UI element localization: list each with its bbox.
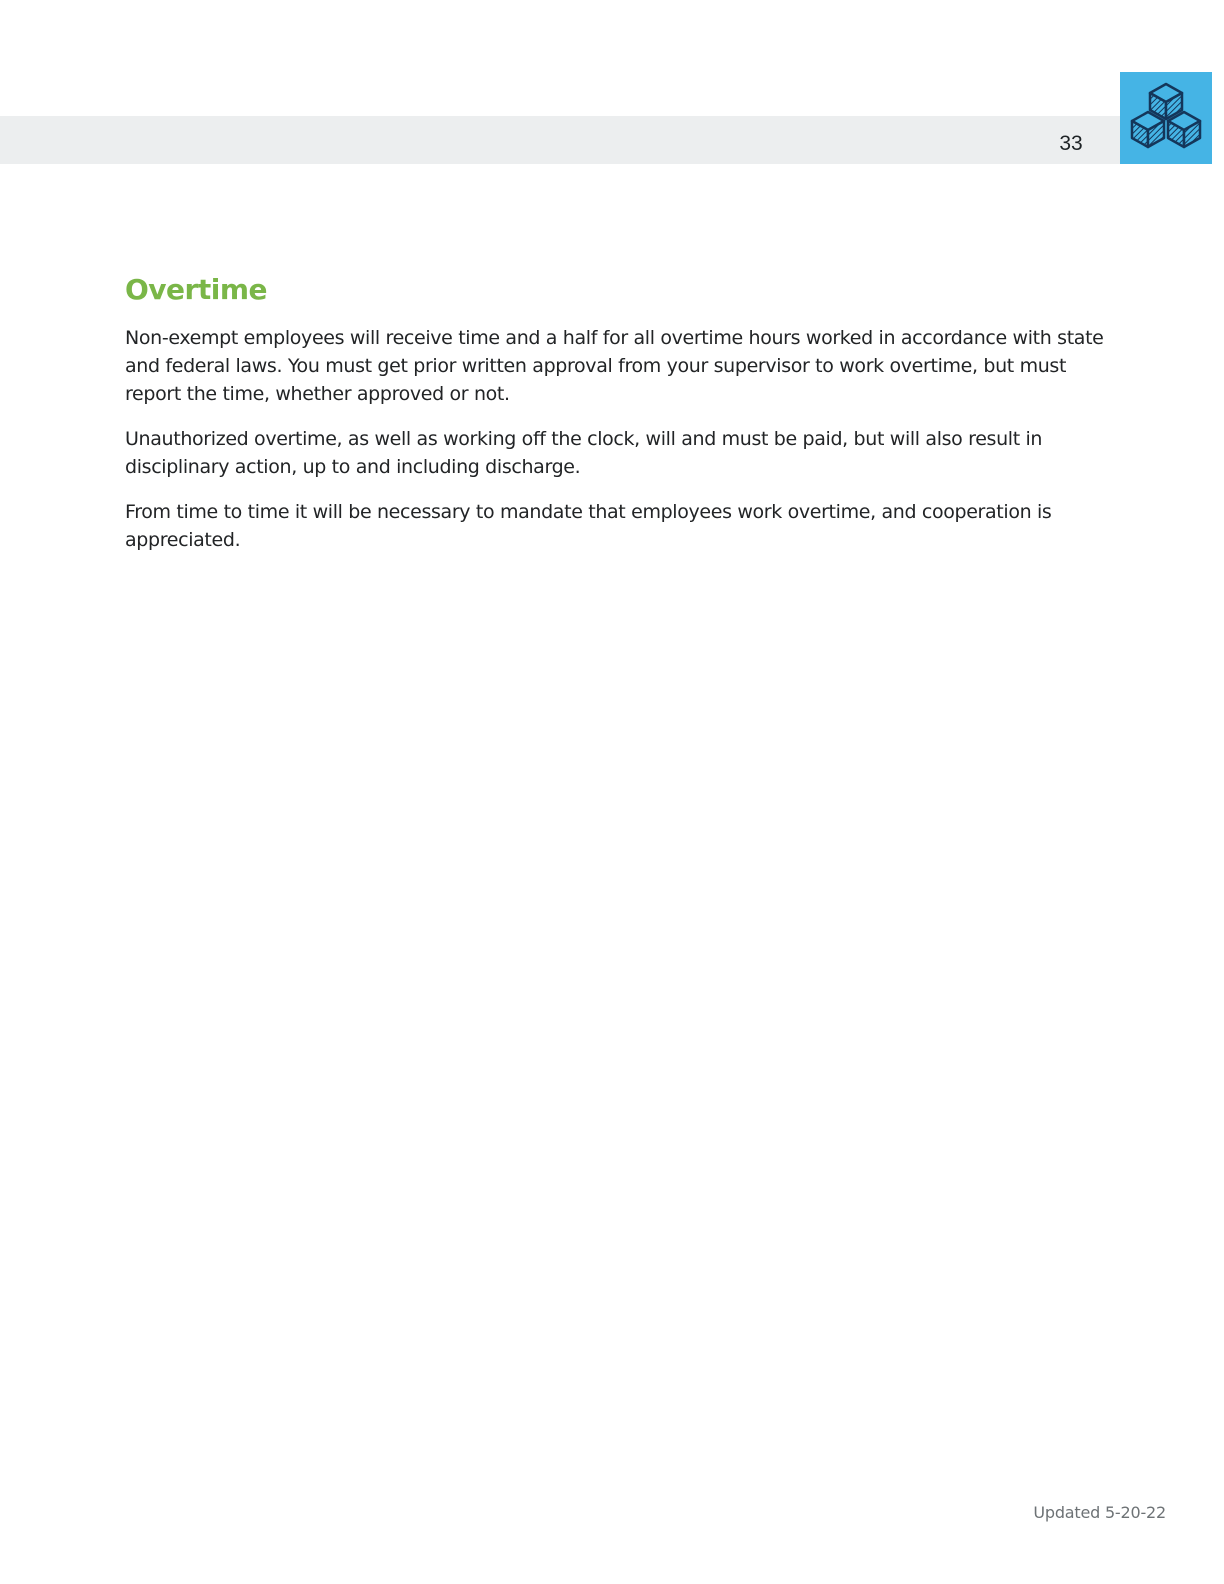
page-number: 33 <box>1059 132 1083 155</box>
updated-date: Updated 5-20-22 <box>1033 1503 1166 1522</box>
paragraph-3: From time to time it will be necessary to mandate that employees work overtime, and cooperation is appreciated. <box>125 501 1052 551</box>
paragraph-2: Unauthorized overtime, as well as working off the clock, will and must be paid, but will also result in disciplinary action, up to and including discharge. <box>125 428 1043 478</box>
header-band <box>0 116 1120 164</box>
paragraph-1: Non-exempt employees will receive time and a half for all overtime hours worked in accordance with state and federal laws. You must get prior written approval from your supervisor to work overtime, but must report the time, whether approved or not. <box>125 327 1104 405</box>
cubes-logo-icon <box>1120 72 1212 164</box>
logo-box <box>1120 72 1212 164</box>
section-title: Overtime <box>125 273 268 306</box>
overtime-section <box>125 270 1105 571</box>
